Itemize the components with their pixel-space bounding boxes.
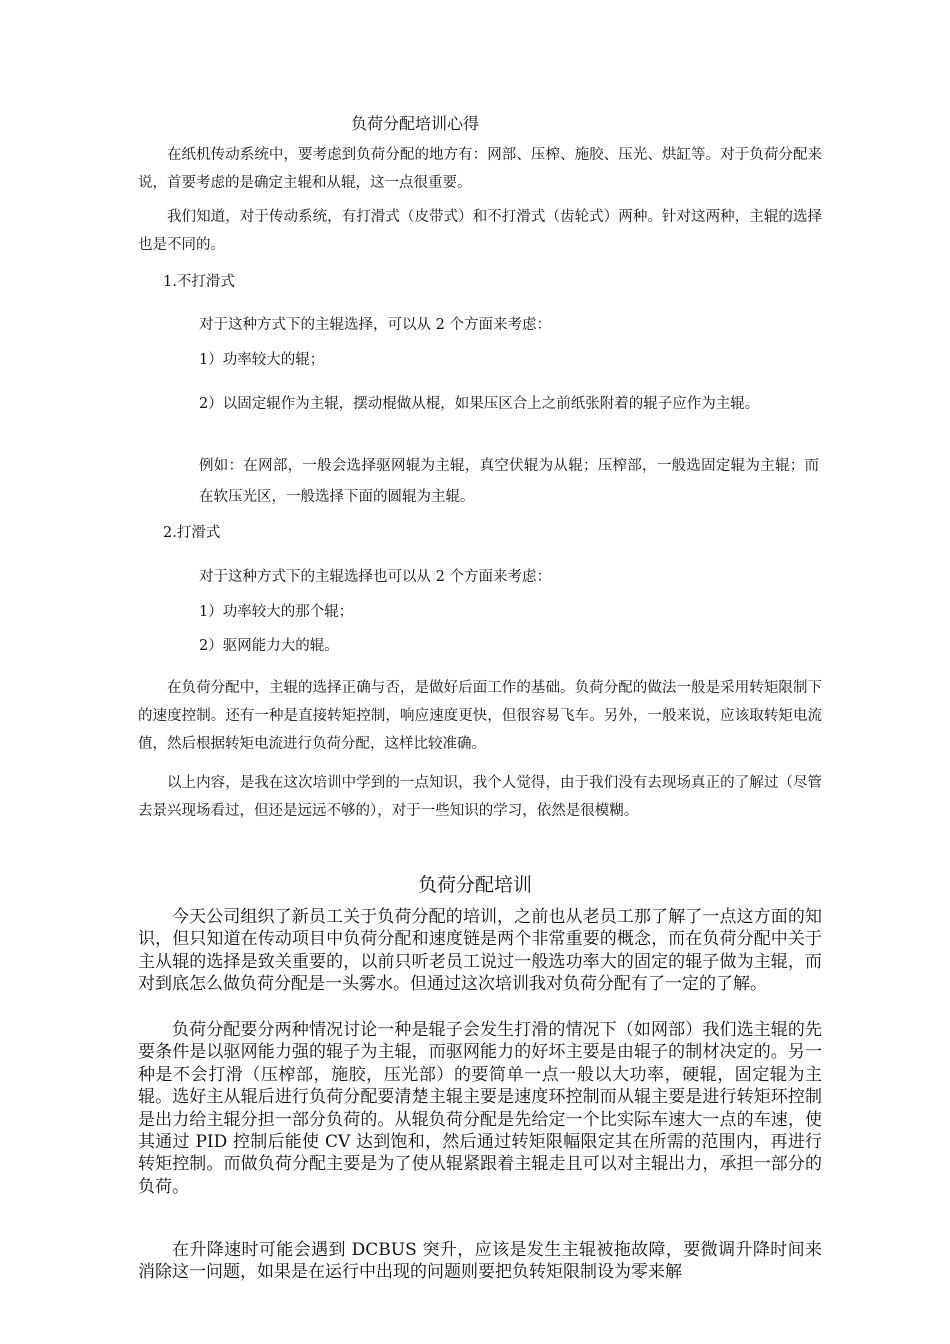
- section-heading-slip: 2.打滑式: [163, 525, 221, 541]
- list-item-drive-capacity: 2）驱网能力大的辊。: [199, 638, 339, 654]
- training-paragraph-3: 在升降速时可能会遇到 DCBUS 突升，应该是发生主辊被拖故障，要微调升降时间来消除这一问题，如果是在运行中出现的问题则要把负转矩限制设为零来解: [138, 1240, 822, 1283]
- document-title: 负荷分配培训心得: [351, 114, 480, 133]
- list-item-power-roll: 1）功率较大的那个辊；: [199, 604, 354, 620]
- summary-paragraph: 以上内容，是我在这次培训中学到的一点知识，我个人觉得，由于我们没有去现场真正的了解过（尽管去景兴现场看过，但还是远远不够的），对于一些知识的学习，依然是很模糊。: [138, 775, 822, 819]
- section-lead-slip: 对于这种方式下的主辊选择也可以从 2 个方面来考虑：: [199, 569, 551, 585]
- second-document-title: 负荷分配培训: [417, 874, 532, 896]
- list-item-fixed-roll: 2）以固定辊作为主辊，摆动棍做从棍，如果压区合上之前纸张附着的辊子应作为主辊。: [199, 396, 760, 412]
- section-heading-non-slip: 1.不打滑式: [163, 274, 235, 290]
- control-method-paragraph: 在负荷分配中，主辊的选择正确与否，是做好后面工作的基础。负荷分配的做法一般是采用转矩限制下的速度控制。还有一种是直接转矩控制，响应速度更快，但很容易飞车。另外，一般来说，应该取转矩电流值，然后根据转矩电流进行负荷分配，这样比较准确。: [138, 680, 822, 752]
- training-paragraph-1: 今天公司组织了新员工关于负荷分配的培训，之前也从老员工那了解了一点这方面的知识，但只知道在传动项目中负荷分配和速度链是两个非常重要的概念，而在负荷分配中关于主从辊的选择是致关重要的，以前只听老员工说过一般选功率大的固定的辊子做为主辊，而对到底怎么做负荷分配是一头雾水。但通过这次培训我对负荷分配有了一定的了解。: [138, 907, 822, 995]
- training-paragraph-2: 负荷分配要分两种情况讨论一种是辊子会发生打滑的情况下（如网部）我们选主辊的先要条件是以驱网能力强的辊子为主辊，而驱网能力的好坏主要是由辊子的制材决定的。另一种是不会打滑（压榨部，施胶，压光部）的要简单一点一般以大功率，硬辊，固定辊为主辊。选好主从辊后进行负荷分配要清楚主辊主要是速度环控制而从辊主要是进行转矩环控制是出力给主辊分担一部分负荷的。从辊负荷分配是先给定一个比实际车速大一点的车速，使其通过 PID 控制后能使 CV 达到饱和，然后通过转矩限幅限定其在所需的范围内，再进行转矩控制。而做负荷分配主要是为了使从辊紧跟着主辊走且可以对主辊出力，承担一部分的负荷。: [138, 1020, 822, 1197]
- list-item-power: 1）功率较大的辊；: [199, 352, 325, 368]
- example-paragraph: 例如：在网部，一般会选择驱网辊为主辊，真空伏辊为从辊；压榨部，一般选固定辊为主辊；而在软压光区，一般选择下面的圆辊为主辊。: [199, 458, 819, 505]
- intro-paragraph-2: 我们知道，对于传动系统，有打滑式（皮带式）和不打滑式（齿轮式）两种。针对这两种，主辊的选择也是不同的。: [138, 209, 822, 253]
- section-lead-non-slip: 对于这种方式下的主辊选择，可以从 2 个方面来考虑：: [199, 317, 551, 333]
- intro-paragraph-1: 在纸机传动系统中，要考虑到负荷分配的地方有：网部、压榨、施胶、压光、烘缸等。对于负荷分配来说，首要考虑的是确定主辊和从辊，这一点很重要。: [138, 147, 822, 191]
